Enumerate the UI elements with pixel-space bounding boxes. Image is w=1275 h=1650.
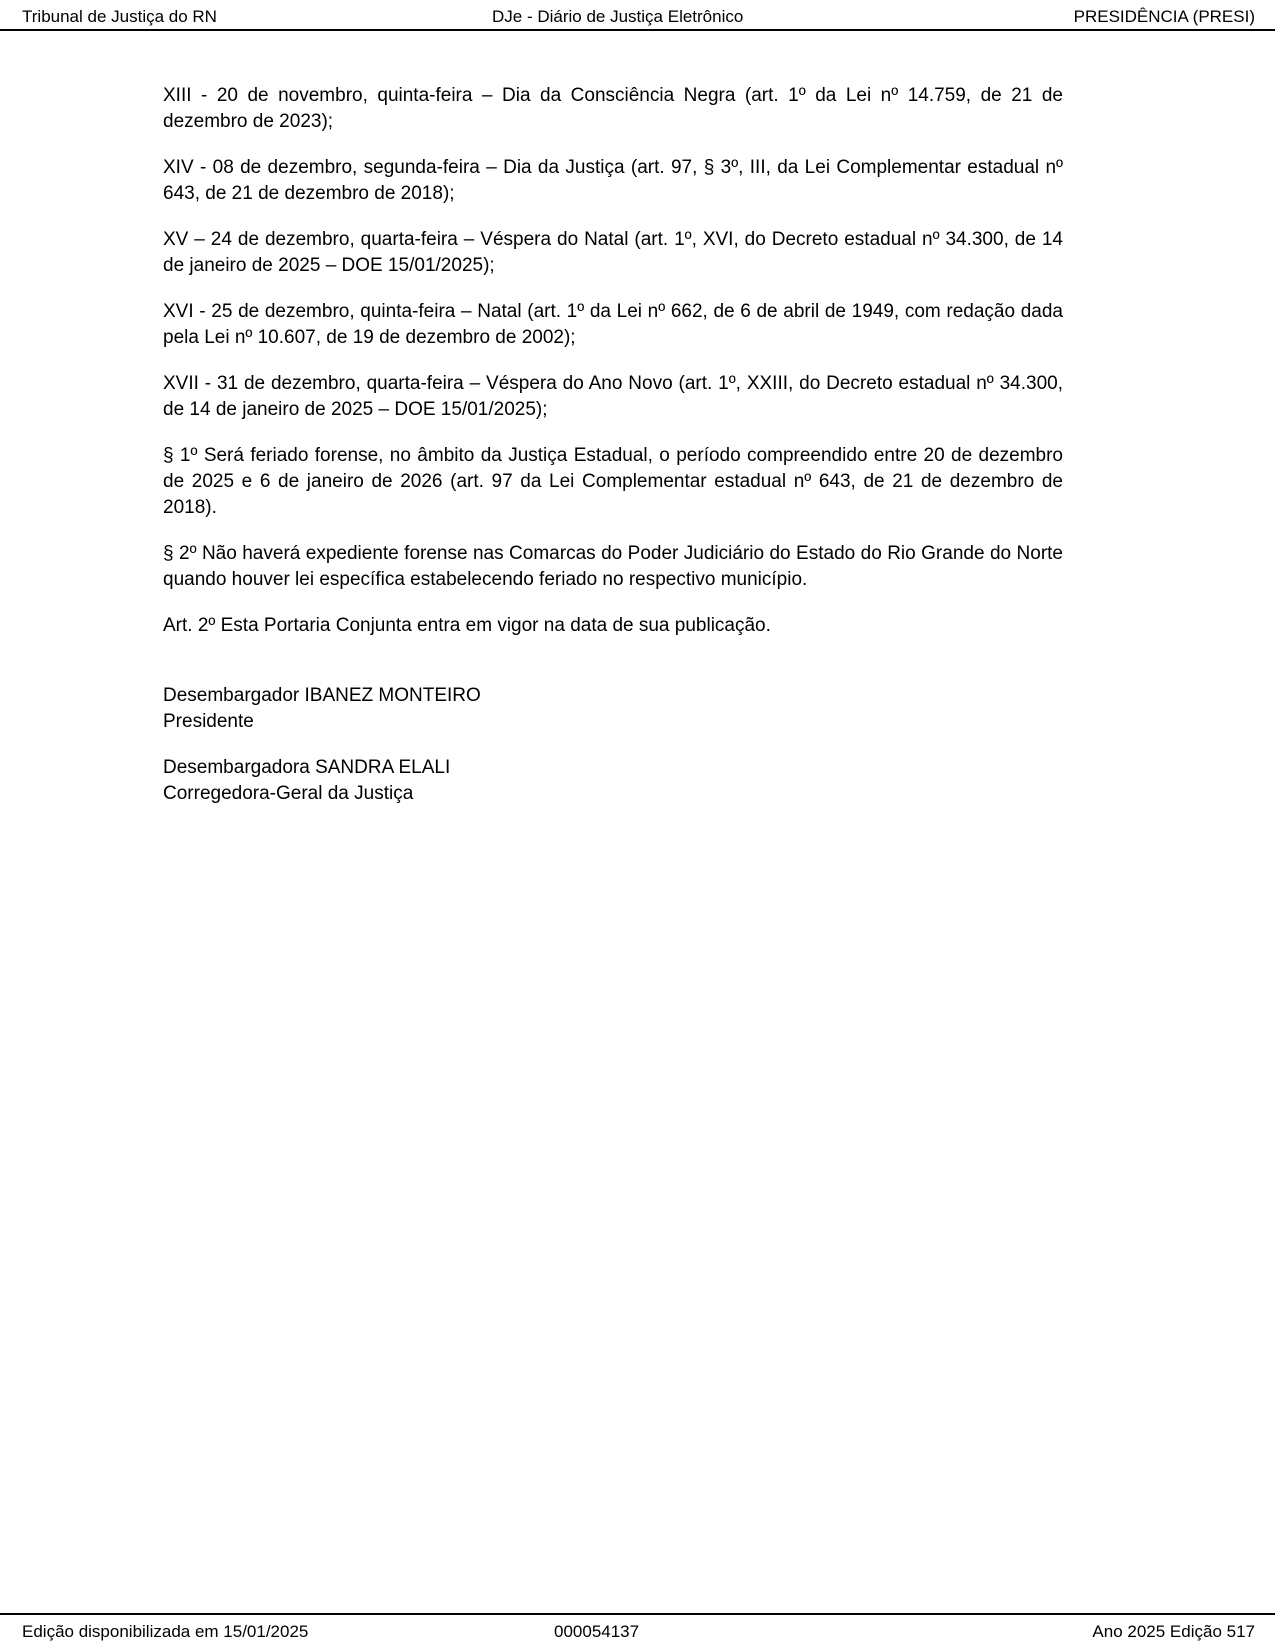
signature-block-corregedora [163, 755, 1063, 807]
document-body [163, 83, 1063, 827]
footer-edition: Ano 2025 Edição 517 [1092, 1622, 1255, 1641]
paragraph-section-1: § 1º Será feriado forense, no âmbito da Justiça Estadual, o período compreendido entre 20 de dezembro de 2025 e 6 de janeiro de 2026 (art. 97 da Lei Complementar estadual nº 643, de 21 de dezembro de 2018). [163, 445, 1063, 518]
signature-block-president [163, 683, 1063, 735]
header-journal-title: DJe - Diário de Justiça Eletrônico [492, 7, 744, 26]
header-section: PRESIDÊNCIA (PRESI) [1073, 7, 1255, 26]
signature-name: Desembargador IBANEZ MONTEIRO [163, 685, 481, 706]
paragraph-item-xvii: XVII - 31 de dezembro, quarta-feira – Véspera do Ano Novo (art. 1º, XXIII, do Decreto estadual nº 34.300, de 14 de janeiro de 2025 – DOE 15/01/2025); [163, 373, 1063, 420]
paragraph-item-xv: XV – 24 de dezembro, quarta-feira – Véspera do Natal (art. 1º, XVI, do Decreto estadual nº 34.300, de 14 de janeiro de 2025 – DOE 15/01/2025); [163, 229, 1063, 276]
paragraph-section-2: § 2º Não haverá expediente forense nas Comarcas do Poder Judiciário do Estado do Rio Grande do Norte quando houver lei específica estabelecendo feriado no respectivo município. [163, 543, 1063, 590]
paragraph-article-2: Art. 2º Esta Portaria Conjunta entra em vigor na data de sua publicação. [163, 615, 771, 636]
footer-document-number: 000054137 [554, 1622, 640, 1641]
paragraph-item-xvi: XVI - 25 de dezembro, quinta-feira – Natal (art. 1º da Lei nº 662, de 6 de abril de 1949, com redação dada pela Lei nº 10.607, de 19 de dezembro de 2002); [163, 301, 1063, 348]
signature-spacer [163, 659, 1063, 683]
signature-title: Presidente [163, 711, 254, 732]
paragraph-item-xiv: XIV - 08 de dezembro, segunda-feira – Dia da Justiça (art. 97, § 3º, III, da Lei Complementar estadual nº 643, de 21 de dezembro de 2018); [163, 157, 1063, 204]
footer-divider [0, 1613, 1275, 1615]
header-divider [0, 29, 1275, 31]
paragraph-item-xiii: XIII - 20 de novembro, quinta-feira – Dia da Consciência Negra (art. 1º da Lei nº 14.759, de 21 de dezembro de 2023); [163, 85, 1063, 132]
signature-name: Desembargadora SANDRA ELALI [163, 757, 451, 778]
signature-title: Corregedora-Geral da Justiça [163, 783, 414, 804]
page-footer [22, 1619, 1255, 1645]
header-court-name: Tribunal de Justiça do RN [22, 7, 217, 26]
footer-availability-date: Edição disponibilizada em 15/01/2025 [22, 1622, 309, 1641]
page-header [22, 4, 1255, 30]
